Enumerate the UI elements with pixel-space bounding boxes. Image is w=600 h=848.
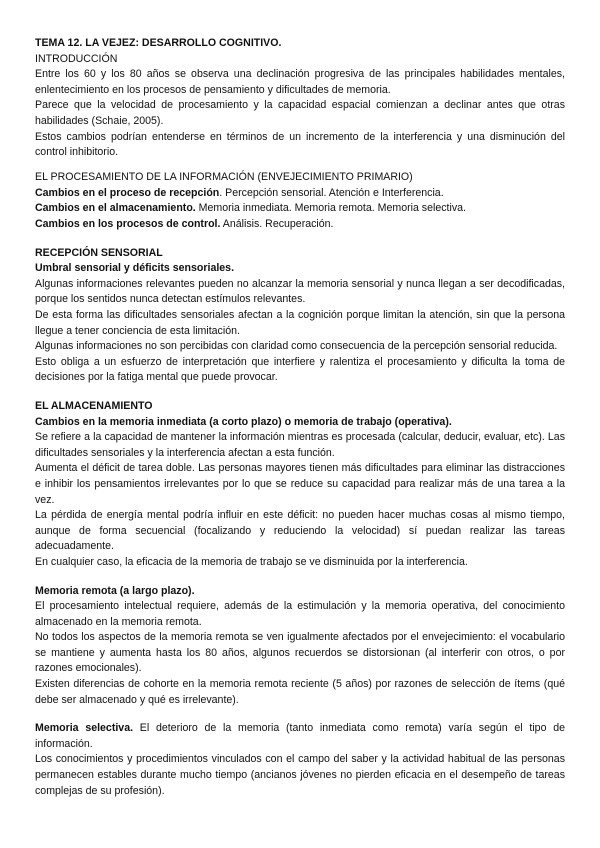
almacenamiento-paragraph: En cualquier caso, la eficacia de la memoria de trabajo se ve disminuida por la interferencia. (35, 555, 468, 568)
remota-paragraph: El procesamiento intelectual requiere, además de la estimulación y la memoria operativa, del conocimiento almacenado en la memoria remota. (35, 600, 565, 628)
almacenamiento-paragraph: La pérdida de energía mental podría influir en este déficit: no pueden hacer muchas cosas al mismo tiempo, aunque de forma secuencial (focalizando y reduciendo la velocidad) sí puedan realizar las tareas adecuadamente. (35, 509, 565, 553)
selectiva-paragraph: Los conocimientos y procedimientos vinculados con el campo del saber y la actividad habitual de las personas permanecen estables durante mucho tiempo (ancianos jóvenes no pierden eficacia en el desempeño de tareas complejas de su profesión). (35, 753, 565, 797)
procesamiento-item (35, 201, 565, 217)
recepcion-heading: RECEPCIÓN SENSORIAL (35, 246, 163, 259)
intro-paragraph: Estos cambios podrían entenderse en términos de un incremento de la interferencia y una disminución del control inhibitorio. (35, 130, 565, 159)
recepcion-paragraph: De esta forma las dificultades sensoriales afectan a la cognición porque limitan la atención, sin que la persona llegue a tener conciencia de esta limitación. (35, 309, 565, 337)
almacenamiento-heading: EL ALMACENAMIENTO (35, 399, 153, 412)
item-text: Análisis. Recuperación. (220, 218, 334, 231)
document-title: TEMA 12. LA VEJEZ: DESARROLLO COGNITIVO. (35, 37, 282, 49)
procesamiento-item (35, 217, 565, 233)
recepcion-paragraph: Algunas informaciones relevantes pueden no alcanzar la memoria sensorial y nunca llegan a ser decodificadas, porque los sentidos nunca detectan estímulos relevantes. (35, 277, 565, 306)
almacenamiento-paragraph: Se refiere a la capacidad de mantener la información mientras es procesada (calcular, deducir, evaluar, etc). Las dificultades sensoriales y la interferencia afectan a esta función. (35, 431, 565, 459)
remota-heading: Memoria remota (a largo plazo). (35, 584, 195, 597)
almacenamiento-subheading: Cambios en la memoria inmediata (a corto plazo) o memoria de trabajo (operativa). (35, 415, 452, 428)
item-text: Memoria inmediata. Memoria remota. Memoria selectiva. (195, 202, 466, 215)
procesamiento-item (35, 186, 565, 202)
almacenamiento-paragraph: Aumenta el déficit de tarea doble. Las personas mayores tienen más dificultades para eliminar las distracciones e inhibir los pensamientos irrelevantes por lo que se reduce su capacidad para realizar más de una tarea a la vez. (35, 462, 565, 506)
intro-paragraph: Entre los 60 y los 80 años se observa una declinación progresiva de las principales habilidades mentales, enlentecimiento en los procesos de pensamiento y dificultades de memoria. (35, 68, 565, 96)
item-text: . Percepción sensorial. Atención e Interferencia. (219, 186, 444, 199)
procesamiento-heading: EL PROCESAMIENTO DE LA INFORMACIÓN (ENVEJECIMIENTO PRIMARIO) (35, 171, 413, 184)
selectiva-heading: Memoria selectiva. (35, 722, 134, 735)
intro-heading: INTRODUCCIÓN (35, 52, 118, 65)
selectiva-lead-text: El deterioro de la memoria (tanto inmediata como remota) varía según el tipo de información. (35, 722, 566, 750)
intro-paragraph: Parece que la velocidad de procesamiento y la capacidad espacial comienzan a declinar antes que otras habilidades (Schaie, 2005). (35, 99, 565, 127)
recepcion-paragraph: Algunas informaciones no son percibidas con claridad como consecuencia de la percepción sensorial reducida. (35, 340, 558, 353)
recepcion-paragraph: Esto obliga a un esfuerzo de interpretación que interfiere y ralentiza el procesamiento y dificulta la toma de decisiones por la fatiga mental que puede provocar. (35, 355, 565, 384)
item-label: Cambios en los procesos de control. (35, 218, 221, 231)
item-label: Cambios en el almacenamiento. (35, 202, 196, 215)
recepcion-subheading: Umbral sensorial y déficits sensoriales. (35, 262, 235, 275)
remota-paragraph: Existen diferencias de cohorte en la memoria remota reciente (5 años) por razones de selección de ítems (qué debe ser almacenado y qué es irrelevante). (35, 678, 565, 706)
item-label: Cambios en el proceso de recepción (35, 186, 220, 199)
selectiva-lead (35, 721, 565, 752)
document-page (35, 36, 565, 799)
remota-paragraph: No todos los aspectos de la memoria remota se ven igualmente afectados por el envejecimiento: el vocabulario se mantiene y aumenta hasta los 80 años, algunos recuerdos se distorsionan (al interferir con otros, o por razones emocionales). (35, 631, 565, 675)
